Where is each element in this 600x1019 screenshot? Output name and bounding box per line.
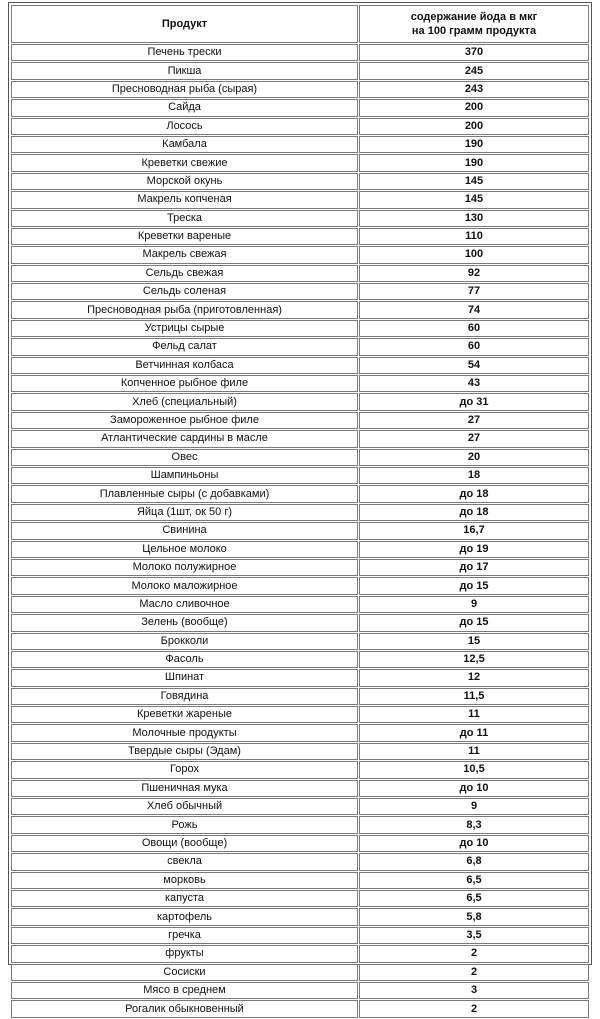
table-row — [11, 614, 589, 631]
iodine-value-cell: 60 — [359, 338, 589, 355]
iodine-value-cell: 2 — [359, 1000, 589, 1017]
product-name-cell: Мясо в среднем — [11, 982, 358, 999]
iodine-value-cell: 200 — [359, 118, 589, 135]
iodine-value-cell: до 11 — [359, 724, 589, 741]
iodine-value-cell: 3,5 — [359, 927, 589, 944]
table-row — [11, 798, 589, 815]
product-name-cell: Овощи (вообще) — [11, 835, 358, 852]
product-name-cell: Масло сливочное — [11, 596, 358, 613]
product-name-cell: Плавленные сыры (с добавками) — [11, 485, 358, 502]
table-row — [11, 982, 589, 999]
iodine-value-cell: 145 — [359, 173, 589, 190]
header-product: Продукт — [11, 5, 358, 43]
product-name-cell: Камбала — [11, 136, 358, 153]
table-row — [11, 246, 589, 263]
table-row — [11, 301, 589, 318]
table-row — [11, 945, 589, 962]
table-row — [11, 118, 589, 135]
table-row — [11, 393, 589, 410]
table-row — [11, 816, 589, 833]
product-name-cell: Яйца (1шт, ок 50 г) — [11, 504, 358, 521]
product-name-cell: Морской окунь — [11, 173, 358, 190]
table-row — [11, 908, 589, 925]
product-name-cell: Пресноводная рыба (приготовленная) — [11, 301, 358, 318]
product-name-cell: Макрель копченая — [11, 191, 358, 208]
table-row — [11, 541, 589, 558]
table-row — [11, 706, 589, 723]
product-name-cell: Шпинат — [11, 669, 358, 686]
product-name-cell: Рожь — [11, 816, 358, 833]
product-name-cell: Сельдь свежая — [11, 265, 358, 282]
iodine-value-cell: 3 — [359, 982, 589, 999]
product-name-cell: Креветки вареные — [11, 228, 358, 245]
iodine-value-cell: до 15 — [359, 577, 589, 594]
iodine-value-cell: 110 — [359, 228, 589, 245]
table-row — [11, 62, 589, 79]
product-name-cell: картофель — [11, 908, 358, 925]
table-row — [11, 890, 589, 907]
table-row — [11, 154, 589, 171]
iodine-value-cell: до 10 — [359, 780, 589, 797]
iodine-value-cell: 6,8 — [359, 853, 589, 870]
iodine-content-table-frame — [8, 2, 592, 1015]
table-row — [11, 1000, 589, 1017]
product-name-cell: Брокколи — [11, 633, 358, 650]
table-row — [11, 228, 589, 245]
product-name-cell: Ветчинная колбаса — [11, 357, 358, 374]
iodine-value-cell: до 10 — [359, 835, 589, 852]
product-name-cell: Креветки свежие — [11, 154, 358, 171]
iodine-value-cell: 11 — [359, 706, 589, 723]
iodine-value-cell: 9 — [359, 798, 589, 815]
product-name-cell: фрукты — [11, 945, 358, 962]
table-row — [11, 669, 589, 686]
table-row — [11, 724, 589, 741]
table-row — [11, 504, 589, 521]
table-row — [11, 743, 589, 760]
iodine-value-cell: 243 — [359, 81, 589, 98]
table-row — [11, 633, 589, 650]
product-name-cell: Пресноводная рыба (сырая) — [11, 81, 358, 98]
table-row — [11, 173, 589, 190]
iodine-value-cell: 27 — [359, 430, 589, 447]
product-name-cell: Сосиски — [11, 964, 358, 981]
iodine-value-cell: 43 — [359, 375, 589, 392]
iodine-content-table — [10, 4, 590, 1019]
product-name-cell: Молоко маложирное — [11, 577, 358, 594]
table-header-row — [11, 5, 589, 43]
iodine-value-cell: 2 — [359, 964, 589, 981]
iodine-value-cell: 200 — [359, 99, 589, 116]
product-name-cell: Овес — [11, 449, 358, 466]
product-name-cell: Горох — [11, 761, 358, 778]
product-name-cell: свекла — [11, 853, 358, 870]
iodine-value-cell: 77 — [359, 283, 589, 300]
iodine-value-cell: до 18 — [359, 504, 589, 521]
iodine-value-cell: до 18 — [359, 485, 589, 502]
product-name-cell: Треска — [11, 210, 358, 227]
table-row — [11, 872, 589, 889]
product-name-cell: Зелень (вообще) — [11, 614, 358, 631]
iodine-value-cell: 190 — [359, 136, 589, 153]
iodine-value-cell: 9 — [359, 596, 589, 613]
product-name-cell: Устрицы сырые — [11, 320, 358, 337]
product-name-cell: Креветки жареные — [11, 706, 358, 723]
iodine-value-cell: 5,8 — [359, 908, 589, 925]
iodine-value-cell: 245 — [359, 62, 589, 79]
product-name-cell: Хлеб (специальный) — [11, 393, 358, 410]
table-row — [11, 688, 589, 705]
table-row — [11, 357, 589, 374]
table-row — [11, 485, 589, 502]
iodine-value-cell: 190 — [359, 154, 589, 171]
iodine-value-cell: 12 — [359, 669, 589, 686]
iodine-value-cell: 54 — [359, 357, 589, 374]
iodine-value-cell: 11 — [359, 743, 589, 760]
product-name-cell: Свинина — [11, 522, 358, 539]
iodine-value-cell: до 19 — [359, 541, 589, 558]
table-row — [11, 835, 589, 852]
product-name-cell: Хлеб обычный — [11, 798, 358, 815]
product-name-cell: Говядина — [11, 688, 358, 705]
product-name-cell: Лосось — [11, 118, 358, 135]
iodine-value-cell: 16,7 — [359, 522, 589, 539]
product-name-cell: Шампиньоны — [11, 467, 358, 484]
product-name-cell: капуста — [11, 890, 358, 907]
table-row — [11, 210, 589, 227]
iodine-value-cell: 20 — [359, 449, 589, 466]
iodine-value-cell: 6,5 — [359, 890, 589, 907]
product-name-cell: Печень трески — [11, 44, 358, 61]
header-iodine-value — [359, 5, 589, 43]
table-row — [11, 964, 589, 981]
table-row — [11, 191, 589, 208]
product-name-cell: Твердые сыры (Эдам) — [11, 743, 358, 760]
table-row — [11, 596, 589, 613]
table-row — [11, 559, 589, 576]
iodine-value-cell: до 17 — [359, 559, 589, 576]
product-name-cell: Сайда — [11, 99, 358, 116]
header-value-line1: содержание йода в мкг — [410, 11, 538, 23]
iodine-value-cell: до 31 — [359, 393, 589, 410]
table-body — [11, 44, 589, 1018]
product-name-cell: Фельд салат — [11, 338, 358, 355]
table-row — [11, 265, 589, 282]
table-row — [11, 283, 589, 300]
iodine-value-cell: 11,5 — [359, 688, 589, 705]
iodine-value-cell: 100 — [359, 246, 589, 263]
iodine-value-cell: 27 — [359, 412, 589, 429]
header-value-line2: на 100 грамм продукта — [411, 25, 537, 37]
product-name-cell: Атлантические сардины в масле — [11, 430, 358, 447]
table-row — [11, 651, 589, 668]
iodine-value-cell: 92 — [359, 265, 589, 282]
iodine-value-cell: 6,5 — [359, 872, 589, 889]
iodine-value-cell: 10,5 — [359, 761, 589, 778]
iodine-value-cell: 15 — [359, 633, 589, 650]
table-row — [11, 780, 589, 797]
table-row — [11, 522, 589, 539]
table-row — [11, 338, 589, 355]
table-row — [11, 430, 589, 447]
product-name-cell: Копченное рыбное филе — [11, 375, 358, 392]
product-name-cell: Пикша — [11, 62, 358, 79]
iodine-value-cell: 12,5 — [359, 651, 589, 668]
table-row — [11, 136, 589, 153]
table-row — [11, 320, 589, 337]
table-row — [11, 375, 589, 392]
table-row — [11, 449, 589, 466]
product-name-cell: Сельдь соленая — [11, 283, 358, 300]
product-name-cell: морковь — [11, 872, 358, 889]
table-row — [11, 44, 589, 61]
product-name-cell: Фасоль — [11, 651, 358, 668]
product-name-cell: Пшеничная мука — [11, 780, 358, 797]
table-row — [11, 853, 589, 870]
table-row — [11, 99, 589, 116]
product-name-cell: Цельное молоко — [11, 541, 358, 558]
table-row — [11, 761, 589, 778]
iodine-value-cell: 18 — [359, 467, 589, 484]
product-name-cell: Молоко полужирное — [11, 559, 358, 576]
product-name-cell: Рогалик обыкновенный — [11, 1000, 358, 1017]
table-row — [11, 577, 589, 594]
iodine-value-cell: 60 — [359, 320, 589, 337]
product-name-cell: гречка — [11, 927, 358, 944]
iodine-value-cell: 130 — [359, 210, 589, 227]
iodine-value-cell: 145 — [359, 191, 589, 208]
iodine-value-cell: 8,3 — [359, 816, 589, 833]
table-row — [11, 467, 589, 484]
iodine-value-cell: до 15 — [359, 614, 589, 631]
product-name-cell: Макрель свежая — [11, 246, 358, 263]
product-name-cell: Молочные продукты — [11, 724, 358, 741]
iodine-value-cell: 74 — [359, 301, 589, 318]
iodine-value-cell: 370 — [359, 44, 589, 61]
iodine-value-cell: 2 — [359, 945, 589, 962]
table-row — [11, 927, 589, 944]
table-row — [11, 412, 589, 429]
table-row — [11, 81, 589, 98]
product-name-cell: Замороженное рыбное филе — [11, 412, 358, 429]
